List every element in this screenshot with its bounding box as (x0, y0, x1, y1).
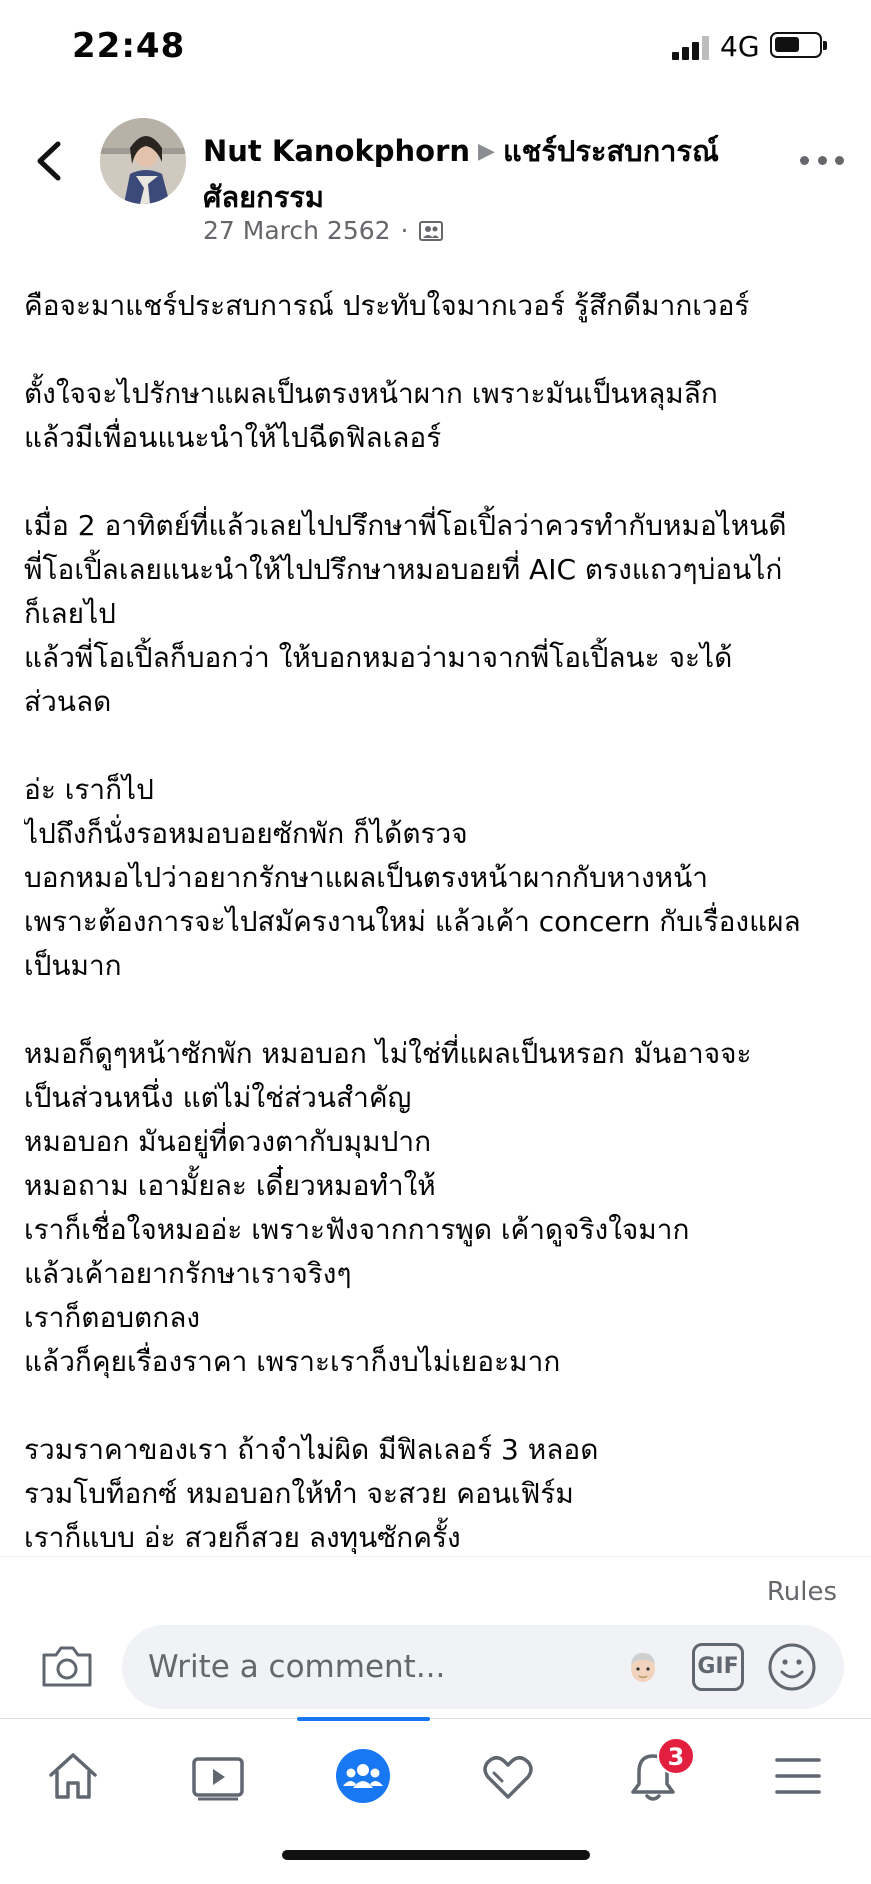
more-options-button[interactable] (800, 150, 844, 170)
author-name[interactable]: Nut Kanokphorn (203, 134, 471, 168)
nav-groups[interactable] (323, 1741, 403, 1811)
post-text-line: บอกหมอไปว่าอยากรักษาแผลเป็นตรงหน้าผากกับหางหน้า (24, 861, 708, 894)
back-button[interactable] (30, 136, 70, 186)
post-text-line: รวมโบท็อกซ์ หมอบอกให้ทำ จะสวย คอนเฟิร์ม (24, 1477, 574, 1510)
post-text-line: ส่วนลด (24, 685, 112, 718)
watch-icon (190, 1751, 246, 1801)
nav-active-indicator (297, 1717, 430, 1721)
battery-icon (770, 32, 822, 58)
meta-separator: · (400, 216, 409, 245)
post-text-line: เมื่อ 2 อาทิตย์ที่แล้วเลยไปปรึกษาพี่โอเปิ้ลว่าควรทำกับหมอไหนดี (24, 509, 787, 542)
notification-badge: 3 (657, 1737, 695, 1775)
post-text-line: หมอถาม เอามั้ยละ เดี๋ยวหมอทำให้ (24, 1169, 436, 1202)
post-text-line: เป็นมาก (24, 949, 122, 982)
post-text-line: หมอก็ดูๆหน้าซักพัก หมอบอก ไม่ใช่ที่แผลเป็นหรอก มันอาจจะ (24, 1037, 752, 1070)
avatar-sticker-button[interactable] (626, 1649, 660, 1685)
comment-box (122, 1625, 844, 1709)
camera-icon (40, 1643, 94, 1689)
post-text-line: แล้วพี่โอเปิ้ลก็บอกว่า ให้บอกหมอว่ามาจากพี่โอเปิ้ลนะ จะได้ (24, 641, 733, 674)
post-text-line: เราก็แบบ อ่ะ สวยก็สวย ลงทุนซักครั้ง (24, 1521, 461, 1554)
arrow-right-icon: ▶ (478, 139, 495, 164)
post-blank-line (24, 1384, 854, 1428)
group-audience-icon (419, 220, 443, 242)
post-meta (203, 216, 443, 245)
post-blank-line (24, 988, 854, 1032)
dot-icon (800, 156, 809, 165)
post-author-line (203, 130, 783, 219)
post-text-line: เพราะต้องการจะไปสมัครงานใหม่ แล้วเค้า concern กับเรื่องแผล (24, 905, 801, 938)
post-blank-line (24, 460, 854, 504)
author-avatar[interactable] (100, 118, 186, 204)
post-text-line: รวมราคาของเรา ถ้าจำไม่ผิด มีฟิลเลอร์ 3 หลอด (24, 1433, 599, 1466)
comment-composer (0, 1556, 871, 1718)
signal-icon (672, 36, 710, 60)
network-label: 4G (720, 30, 760, 63)
dating-icon (480, 1751, 536, 1801)
dot-icon (835, 156, 844, 165)
post-text-line: อ่ะ เราก็ไป (24, 773, 154, 806)
home-icon (45, 1749, 101, 1803)
post-blank-line (24, 328, 854, 372)
post-text-line: หมอบอก มันอยู่ที่ดวงตากับมุมปาก (24, 1125, 432, 1158)
groups-icon (333, 1746, 393, 1806)
post-text-line: ก็เลยไป (24, 597, 116, 630)
post-text-line: คือจะมาแชร์ประสบการณ์ ประทับใจมากเวอร์ รู้สึกดีมากเวอร์ (24, 289, 750, 322)
nav-dating[interactable] (468, 1741, 548, 1811)
emoji-button[interactable] (766, 1641, 818, 1693)
chevron-left-icon (30, 136, 70, 186)
smiley-icon (766, 1641, 818, 1693)
post-text-line: เป็นส่วนหนึ่ง แต่ไม่ใช่ส่วนสำคัญ (24, 1081, 412, 1114)
status-time: 22:48 (72, 26, 186, 66)
gif-button[interactable]: GIF (692, 1643, 744, 1691)
post-text-line: ตั้งใจจะไปรักษาแผลเป็นตรงหน้าผาก เพราะมันเป็นหลุมลึก (24, 377, 718, 410)
post-text-line: แล้วก็คุยเรื่องราคา เพราะเราก็งบไม่เยอะมาก (24, 1345, 561, 1378)
post-body (24, 284, 854, 1554)
nav-watch[interactable] (178, 1741, 258, 1811)
post-text-line: เราก็เชื่อใจหมออ่ะ เพราะฟังจากการพูด เค้าดูจริงใจมาก (24, 1213, 690, 1246)
avatar-sticker-icon (626, 1649, 660, 1685)
comment-input[interactable] (148, 1625, 568, 1709)
camera-button[interactable] (40, 1643, 94, 1689)
post-text-line: แล้วเค้าอยากรักษาเราจริงๆ (24, 1257, 352, 1290)
group-name[interactable]: แชร์ประสบการณ์ศัลยกรรม (203, 134, 719, 214)
rules-link[interactable]: Rules (766, 1577, 837, 1607)
nav-menu[interactable] (758, 1741, 838, 1811)
dot-icon (818, 156, 827, 165)
post-date[interactable]: 27 March 2562 (203, 216, 391, 245)
menu-icon (773, 1754, 823, 1798)
post-text-line: แล้วมีเพื่อนแนะนำให้ไปฉีดฟิลเลอร์ (24, 421, 442, 454)
status-bar (0, 0, 871, 96)
post-blank-line (24, 724, 854, 768)
post-text-line: เราก็ตอบตกลง (24, 1301, 201, 1334)
post-text-line: พี่โอเปิ้ลเลยแนะนำให้ไปปรึกษาหมอบอยที่ AIC ตรงแถวๆบ่อนไก่ (24, 553, 783, 586)
nav-home[interactable] (33, 1741, 113, 1811)
home-indicator (282, 1850, 590, 1860)
avatar-photo (100, 118, 186, 204)
nav-notifications[interactable] (613, 1741, 693, 1811)
post-text-line: ไปถึงก็นั่งรอหมอบอยซักพัก ก็ได้ตรวจ (24, 817, 468, 850)
